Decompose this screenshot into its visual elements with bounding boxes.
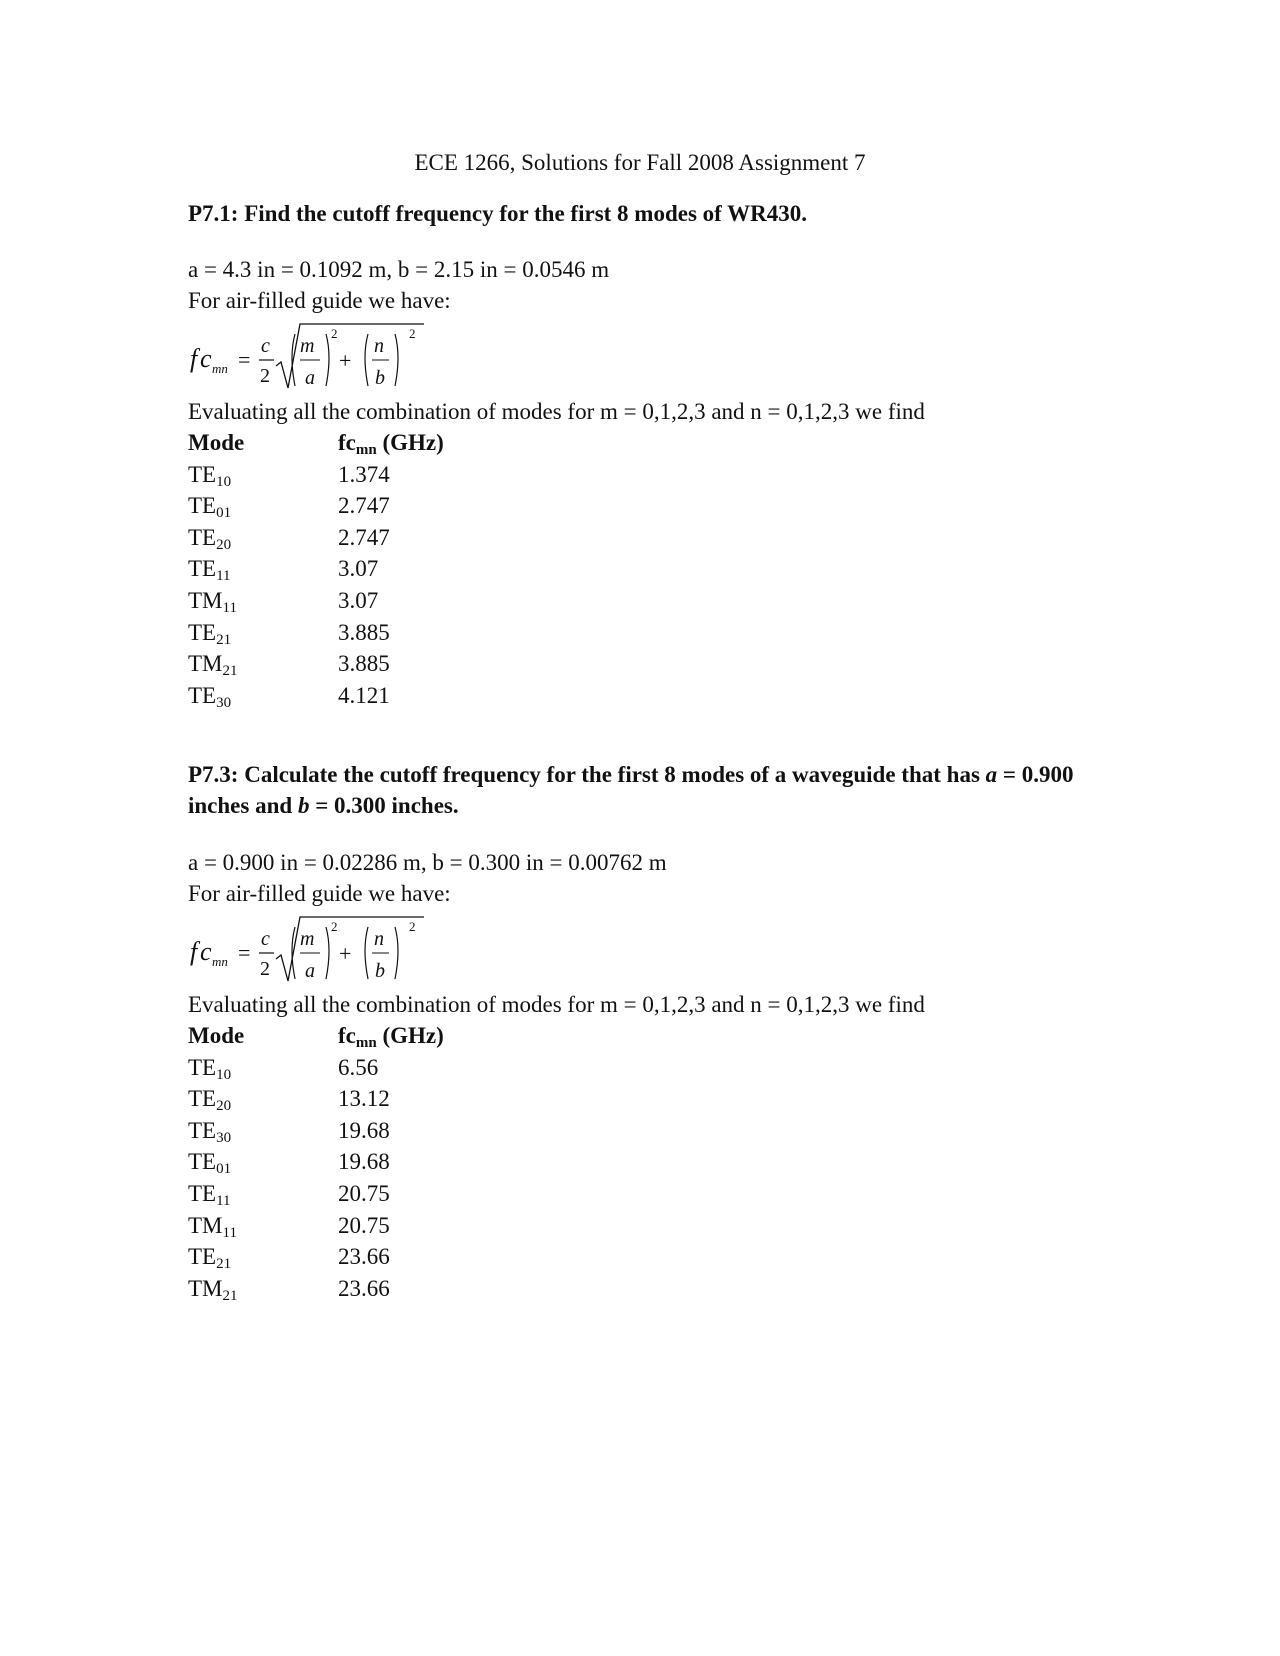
- mode-cell: $TE_{10}$: [188, 1054, 232, 1083]
- mode-cell: $TM_{21}$: [188, 651, 238, 680]
- freq-cell: 23.66: [338, 1275, 390, 1301]
- freq-cell: 23.66: [338, 1244, 390, 1270]
- svg-text:m: m: [300, 335, 315, 357]
- mode-cell: $TE_{30}$: [188, 1117, 232, 1146]
- svg-text:a: a: [305, 960, 315, 982]
- mode-cell: $TE_{10}$: [188, 461, 232, 490]
- freq-cell: 13.12: [338, 1086, 390, 1112]
- table-row: [188, 462, 588, 494]
- mode-cell: $TM_{11}$: [188, 587, 237, 616]
- table-row: [188, 1118, 588, 1150]
- svg-text:c: c: [261, 928, 270, 950]
- problem-2-given: a = 0.900 in = 0.02286 m, b = 0.300 in = 0.00762 m: [188, 850, 667, 875]
- svg-text:+: +: [339, 348, 352, 373]
- mode-column-header: Mode: [188, 1023, 245, 1048]
- problem-2-intro: For air-filled guide we have:: [188, 881, 451, 906]
- page-title: ECE 1266, Solutions for Fall 2008 Assignment 7: [414, 150, 866, 175]
- mode-column-header: Mode: [188, 430, 245, 455]
- svg-text:mn: mn: [212, 954, 228, 969]
- mode-cell: $TE_{11}$: [188, 556, 231, 585]
- table-row: [188, 1181, 588, 1213]
- table-row: [188, 1149, 588, 1181]
- mode-cell: $TE_{20}$: [188, 1086, 232, 1115]
- freq-cell: 3.885: [338, 619, 390, 645]
- svg-text:a: a: [305, 367, 315, 389]
- svg-text:+: +: [339, 941, 352, 966]
- table-header: [188, 430, 588, 462]
- mode-cell: $TE_{11}$: [188, 1180, 231, 1209]
- svg-text:=: =: [238, 347, 251, 372]
- svg-text:2: 2: [331, 919, 338, 934]
- svg-text:f: f: [190, 937, 198, 966]
- cutoff-formula-2: [188, 915, 448, 993]
- svg-text:b: b: [375, 960, 385, 982]
- svg-text:b: b: [375, 367, 385, 389]
- mode-cell: $TM_{11}$: [188, 1212, 237, 1241]
- freq-cell: 4.121: [338, 682, 390, 708]
- svg-text:=: =: [238, 940, 251, 965]
- mode-cell: $TE_{01}$: [188, 493, 232, 522]
- svg-text:f: f: [190, 344, 198, 373]
- table-row: [188, 525, 588, 557]
- freq-cell: 2.747: [338, 524, 390, 550]
- svg-text:c: c: [261, 335, 270, 357]
- freq-cell: 1.374: [338, 461, 390, 487]
- svg-text:2: 2: [260, 365, 270, 387]
- table-header: [188, 1023, 588, 1055]
- freq-cell: 20.75: [338, 1212, 390, 1238]
- mode-cell: $TE_{20}$: [188, 524, 232, 553]
- mode-cell: $TE_{30}$: [188, 682, 232, 711]
- freq-column-header: $fc_{mn}$ (GHz): [338, 1023, 444, 1051]
- problem-2-heading: P7.3: Calculate the cutoff frequency for the first 8 modes of a waveguide that has a = 0.900 inches and b = 0.300 inches.: [188, 762, 1074, 818]
- table-row: [188, 1276, 588, 1308]
- freq-cell: 3.07: [338, 587, 379, 613]
- svg-text:c: c: [200, 937, 212, 966]
- table-row: [188, 1213, 588, 1245]
- freq-column-header: $fc_{mn}$ (GHz): [338, 430, 444, 458]
- mode-cell: $TE_{21}$: [188, 1244, 232, 1273]
- freq-cell: 20.75: [338, 1180, 390, 1206]
- mode-cell: $TE_{21}$: [188, 619, 232, 648]
- freq-cell: 19.68: [338, 1149, 390, 1175]
- freq-cell: 19.68: [338, 1117, 390, 1143]
- svg-text:n: n: [374, 928, 384, 950]
- problem-1-mode-table: [188, 430, 588, 714]
- table-row: [188, 1244, 588, 1276]
- table-row: [188, 1086, 588, 1118]
- svg-text:c: c: [200, 344, 212, 373]
- problem-1-intro: For air-filled guide we have:: [188, 288, 451, 313]
- table-row: [188, 620, 588, 652]
- freq-cell: 3.07: [338, 556, 379, 582]
- table-row: [188, 588, 588, 620]
- table-row: [188, 683, 588, 715]
- svg-text:n: n: [374, 335, 384, 357]
- freq-cell: 6.56: [338, 1054, 379, 1080]
- table-row: [188, 556, 588, 588]
- svg-text:mn: mn: [212, 361, 228, 376]
- problem-1-given: a = 4.3 in = 0.1092 m, b = 2.15 in = 0.0546 m: [188, 257, 610, 282]
- mode-cell: $TE_{01}$: [188, 1149, 232, 1178]
- problem-1-heading: P7.1: Find the cutoff frequency for the first 8 modes of WR430.: [188, 201, 808, 226]
- problem-2-evaluating: Evaluating all the combination of modes for m = 0,1,2,3 and n = 0,1,2,3 we find: [188, 992, 925, 1017]
- problem-1-evaluating: Evaluating all the combination of modes for m = 0,1,2,3 and n = 0,1,2,3 we find: [188, 399, 925, 424]
- svg-text:2: 2: [409, 919, 416, 934]
- table-row: [188, 493, 588, 525]
- freq-cell: 2.747: [338, 493, 390, 519]
- table-row: [188, 1055, 588, 1087]
- problem-2-mode-table: [188, 1023, 588, 1307]
- svg-text:2: 2: [331, 326, 338, 341]
- freq-cell: 3.885: [338, 651, 390, 677]
- svg-text:m: m: [300, 928, 315, 950]
- svg-text:2: 2: [409, 326, 416, 341]
- mode-cell: $TM_{21}$: [188, 1275, 238, 1304]
- table-row: [188, 651, 588, 683]
- svg-text:2: 2: [260, 958, 270, 980]
- cutoff-formula-1: [188, 322, 448, 400]
